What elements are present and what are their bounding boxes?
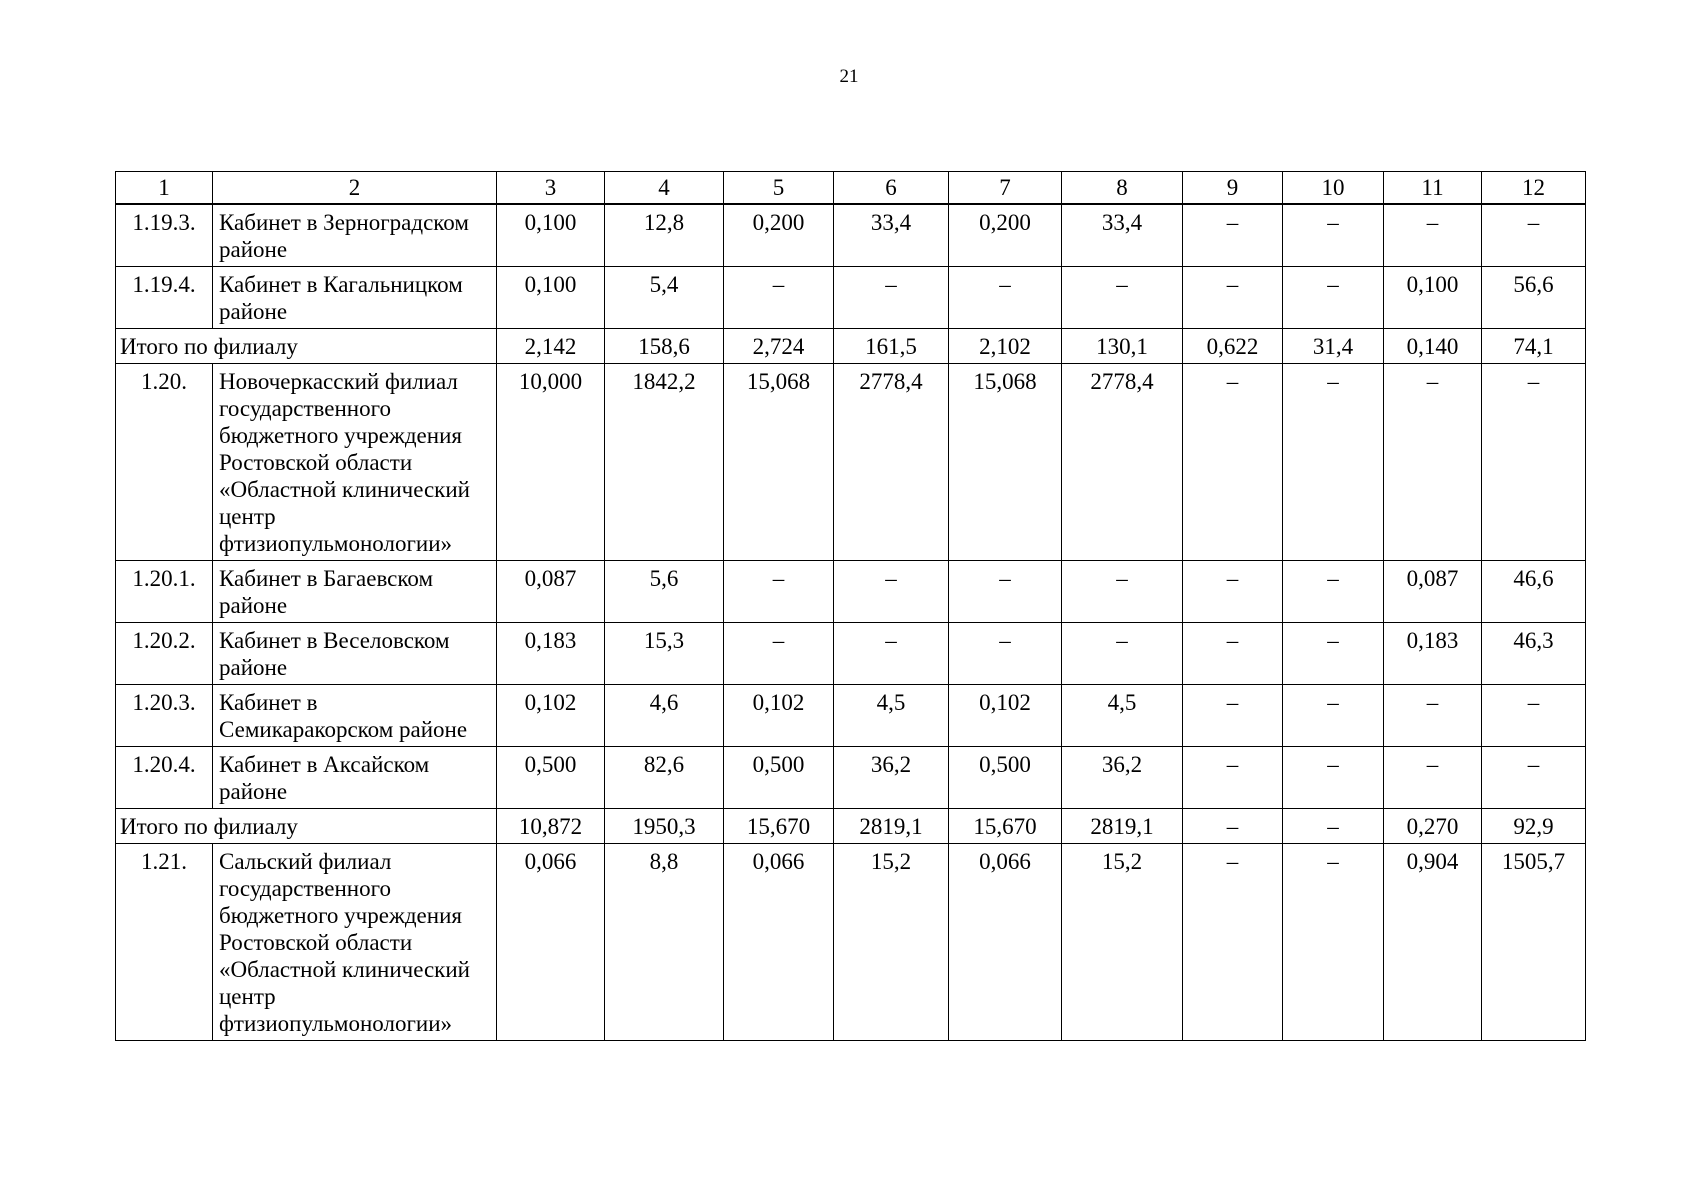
value-cell: 15,068 [724, 364, 834, 561]
column-number: 1 [116, 172, 213, 205]
value-cell: – [1482, 685, 1586, 747]
value-cell: 46,3 [1482, 623, 1586, 685]
value-cell: – [1183, 685, 1283, 747]
value-cell: 0,183 [1384, 623, 1482, 685]
column-number: 6 [834, 172, 949, 205]
value-cell: 33,4 [834, 204, 949, 267]
row-number: 1.20.3. [116, 685, 213, 747]
value-cell: – [1062, 561, 1183, 623]
value-cell: – [1482, 364, 1586, 561]
value-cell: 36,2 [1062, 747, 1183, 809]
value-cell: 1950,3 [605, 809, 724, 844]
value-cell: 15,2 [1062, 844, 1183, 1041]
row-name: Кабинет в Зерноградском районе [213, 204, 497, 267]
value-cell: – [1384, 204, 1482, 267]
value-cell: 0,200 [724, 204, 834, 267]
value-cell: 15,3 [605, 623, 724, 685]
value-cell: 15,670 [949, 809, 1062, 844]
row-name: Кабинет в Багаевском районе [213, 561, 497, 623]
total-row [116, 809, 1586, 844]
value-cell: – [1283, 267, 1384, 329]
value-cell: 0,100 [497, 204, 605, 267]
column-number: 2 [213, 172, 497, 205]
value-cell: 2819,1 [834, 809, 949, 844]
table-row [116, 844, 1586, 1041]
row-name: Сальский филиал государственного бюджетного учреждения Ростовской области «Областной клинический центр фтизиопульмонологии» [213, 844, 497, 1041]
value-cell: 0,183 [497, 623, 605, 685]
value-cell: – [1482, 747, 1586, 809]
column-number: 10 [1283, 172, 1384, 205]
value-cell: 0,102 [497, 685, 605, 747]
value-cell: 2,102 [949, 329, 1062, 364]
value-cell: – [1283, 561, 1384, 623]
row-name: Кабинет в Аксайском районе [213, 747, 497, 809]
value-cell: – [1283, 747, 1384, 809]
row-number: 1.21. [116, 844, 213, 1041]
value-cell: 0,100 [497, 267, 605, 329]
row-name: Новочеркасский филиал государственного бюджетного учреждения Ростовской области «Областной клинический центр фтизиопульмонологии» [213, 364, 497, 561]
value-cell: 4,5 [834, 685, 949, 747]
value-cell: – [1384, 747, 1482, 809]
value-cell: 82,6 [605, 747, 724, 809]
value-cell: 2778,4 [834, 364, 949, 561]
value-cell: 5,4 [605, 267, 724, 329]
column-number: 3 [497, 172, 605, 205]
row-number: 1.20. [116, 364, 213, 561]
value-cell: – [1283, 844, 1384, 1041]
value-cell: 0,500 [724, 747, 834, 809]
value-cell: – [1183, 204, 1283, 267]
value-cell: 0,200 [949, 204, 1062, 267]
value-cell: 0,140 [1384, 329, 1482, 364]
value-cell: – [949, 267, 1062, 329]
total-row [116, 329, 1586, 364]
column-number: 7 [949, 172, 1062, 205]
value-cell: 0,066 [724, 844, 834, 1041]
row-number: 1.19.4. [116, 267, 213, 329]
value-cell: – [1384, 364, 1482, 561]
page-number: 21 [839, 66, 859, 87]
value-cell: 0,066 [497, 844, 605, 1041]
column-number: 9 [1183, 172, 1283, 205]
value-cell: 158,6 [605, 329, 724, 364]
column-number-row [116, 172, 1586, 205]
value-cell: 0,087 [497, 561, 605, 623]
value-cell: 36,2 [834, 747, 949, 809]
value-cell: 0,102 [949, 685, 1062, 747]
value-cell: – [724, 623, 834, 685]
value-cell: 2,142 [497, 329, 605, 364]
column-number: 4 [605, 172, 724, 205]
value-cell: 0,904 [1384, 844, 1482, 1041]
value-cell: – [1183, 267, 1283, 329]
column-number: 11 [1384, 172, 1482, 205]
value-cell: – [1183, 364, 1283, 561]
value-cell: – [1283, 364, 1384, 561]
value-cell: 12,8 [605, 204, 724, 267]
table-row [116, 204, 1586, 267]
value-cell: – [1384, 685, 1482, 747]
value-cell: – [949, 561, 1062, 623]
row-number: 1.19.3. [116, 204, 213, 267]
value-cell: – [1283, 623, 1384, 685]
value-cell: 46,6 [1482, 561, 1586, 623]
value-cell: 161,5 [834, 329, 949, 364]
value-cell: 56,6 [1482, 267, 1586, 329]
value-cell: 0,270 [1384, 809, 1482, 844]
row-number: 1.20.1. [116, 561, 213, 623]
value-cell: – [1183, 747, 1283, 809]
value-cell: – [1283, 204, 1384, 267]
value-cell: 0,500 [497, 747, 605, 809]
value-cell: – [1183, 809, 1283, 844]
value-cell: – [1183, 623, 1283, 685]
column-number: 5 [724, 172, 834, 205]
value-cell: – [724, 267, 834, 329]
row-name: Кабинет в Веселовском районе [213, 623, 497, 685]
value-cell: – [724, 561, 834, 623]
value-cell: – [1283, 685, 1384, 747]
table-row [116, 561, 1586, 623]
table-row [116, 747, 1586, 809]
value-cell: 1505,7 [1482, 844, 1586, 1041]
value-cell: 0,500 [949, 747, 1062, 809]
value-cell: 1842,2 [605, 364, 724, 561]
value-cell: 4,5 [1062, 685, 1183, 747]
value-cell: – [1283, 809, 1384, 844]
value-cell: – [834, 267, 949, 329]
value-cell: 0,066 [949, 844, 1062, 1041]
column-number: 12 [1482, 172, 1586, 205]
value-cell: – [834, 561, 949, 623]
row-name: Кабинет в Кагальницком районе [213, 267, 497, 329]
value-cell: 0,102 [724, 685, 834, 747]
value-cell: 10,872 [497, 809, 605, 844]
total-label: Итого по филиалу [116, 809, 497, 844]
table-row [116, 685, 1586, 747]
value-cell: 0,100 [1384, 267, 1482, 329]
value-cell: – [949, 623, 1062, 685]
value-cell: 5,6 [605, 561, 724, 623]
value-cell: 2778,4 [1062, 364, 1183, 561]
value-cell: 92,9 [1482, 809, 1586, 844]
row-number: 1.20.2. [116, 623, 213, 685]
column-number: 8 [1062, 172, 1183, 205]
value-cell: 2819,1 [1062, 809, 1183, 844]
table-row [116, 267, 1586, 329]
value-cell: – [834, 623, 949, 685]
table-row [116, 364, 1586, 561]
value-cell: – [1482, 204, 1586, 267]
table-row [116, 623, 1586, 685]
value-cell: – [1062, 267, 1183, 329]
value-cell: 130,1 [1062, 329, 1183, 364]
value-cell: 2,724 [724, 329, 834, 364]
value-cell: 0,622 [1183, 329, 1283, 364]
row-number: 1.20.4. [116, 747, 213, 809]
value-cell: – [1062, 623, 1183, 685]
value-cell: 15,2 [834, 844, 949, 1041]
data-table [115, 171, 1586, 1041]
value-cell: 15,068 [949, 364, 1062, 561]
value-cell: 4,6 [605, 685, 724, 747]
value-cell: 74,1 [1482, 329, 1586, 364]
table-body [116, 172, 1586, 1041]
row-name: Кабинет в Семикаракорском районе [213, 685, 497, 747]
value-cell: 8,8 [605, 844, 724, 1041]
total-label: Итого по филиалу [116, 329, 497, 364]
value-cell: 31,4 [1283, 329, 1384, 364]
value-cell: 0,087 [1384, 561, 1482, 623]
value-cell: 15,670 [724, 809, 834, 844]
value-cell: – [1183, 561, 1283, 623]
value-cell: 33,4 [1062, 204, 1183, 267]
value-cell: 10,000 [497, 364, 605, 561]
value-cell: – [1183, 844, 1283, 1041]
